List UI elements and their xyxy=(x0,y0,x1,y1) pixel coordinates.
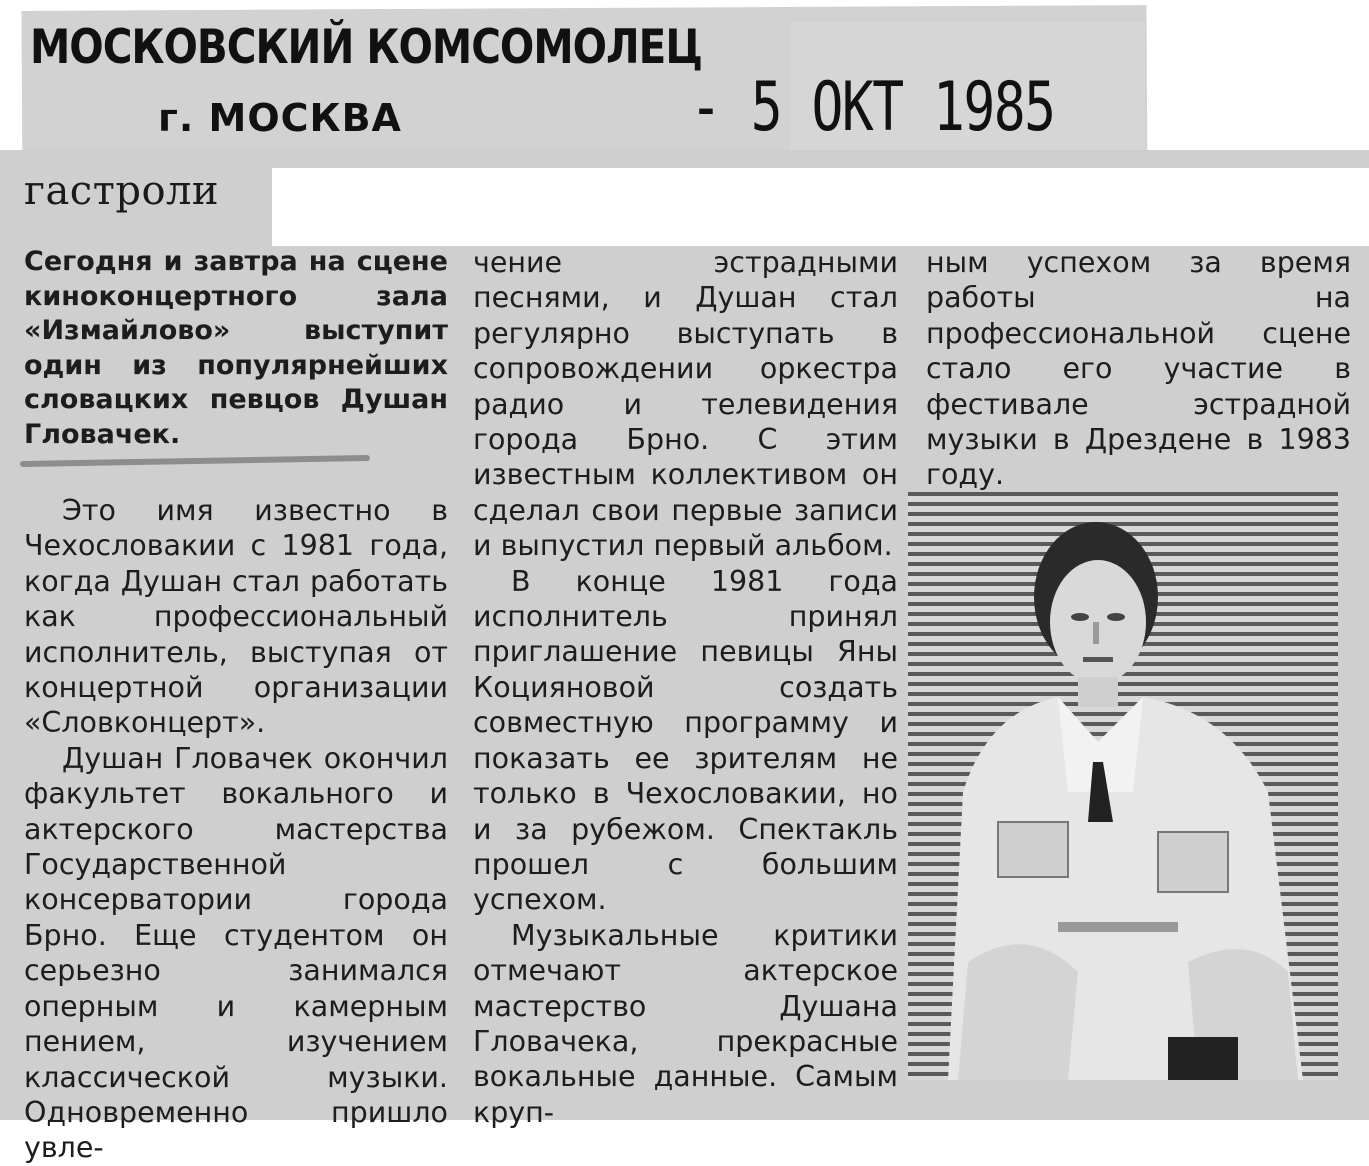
torn-edge xyxy=(272,168,1369,246)
paragraph: Это имя известно в Чехословакии с 1981 года, когда Душан стал работать как профессиональный исполнитель, выступая от концертной организации «Словконцерт». xyxy=(24,494,448,740)
lead-text: Сегодня и завтра на сцене киноконцертного зала «Измайлово» выступит один из популярнейших словацких певцов Душан Гловачек. xyxy=(24,246,448,450)
paragraph: чение эстрадными песнями, и Душан стал регулярно выступать в сопровождении оркестра радио и телевидения города Брно. С этим известным коллективом он сделал свои первые записи и выпустил первый альбом. xyxy=(473,246,898,563)
column-1 xyxy=(24,493,448,1166)
column-2 xyxy=(473,245,898,1130)
paragraph: Душан Гловачек окончил факультет вокального и актерского мастерства Государственной консерватории города Брно. Еще студентом он серьезно занимался оперным и камерным пением, изучением классической музыки. Одновременно пришло увле- xyxy=(24,741,448,1165)
portrait-photo xyxy=(908,492,1338,1080)
portrait-image xyxy=(908,492,1338,1080)
lead-paragraph xyxy=(24,245,448,452)
city-stamp: г. МОСКВА xyxy=(158,96,402,140)
newspaper-name: МОСКОВСКИЙ КОМСОМОЛЕЦ xyxy=(30,18,702,75)
paragraph: ным успехом за время работы на профессиональной сцене стало его участие в фестивале эстрадной музыки в Дрездене в 1983 году. xyxy=(926,246,1351,492)
paragraph: Музыкальные критики отмечают актерское мастерство Душана Гловачека, прекрасные вокальные данные. Самым круп- xyxy=(473,918,898,1129)
paragraph: В конце 1981 года исполнитель принял приглашение певицы Яны Коцияновой создать совместную программу и показать ее зрителям не только в Чехословакии, но и за рубежом. Спектакль прошел с большим успехом. xyxy=(473,564,898,917)
column-3 xyxy=(926,245,1351,493)
article-rubric: гастроли xyxy=(24,168,220,214)
date-stamp: - 5 ОКТ 1985 xyxy=(690,68,1055,147)
